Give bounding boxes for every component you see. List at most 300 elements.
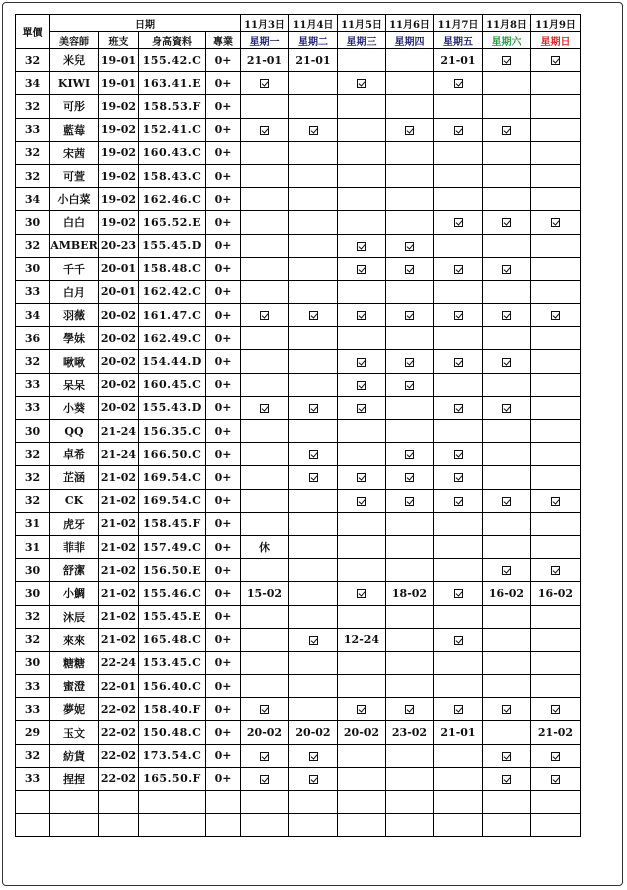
empty-cell — [434, 791, 483, 814]
day-cell — [531, 327, 581, 350]
checkbox-checked-icon — [502, 56, 511, 65]
checkbox-checked-icon — [309, 126, 318, 135]
day-cell — [338, 327, 386, 350]
pro-cell: 0+ — [206, 327, 241, 350]
day-cell — [386, 605, 434, 628]
day-cell: 16-02 — [483, 582, 531, 605]
body-data-cell: 169.54.C — [139, 466, 206, 489]
checkbox-checked-icon — [454, 404, 463, 413]
day-cell — [241, 211, 289, 234]
checkbox-checked-icon — [405, 473, 414, 482]
day-cell — [386, 188, 434, 211]
class-header: 班支 — [99, 32, 139, 49]
class-cell: 19-02 — [99, 141, 139, 164]
checkbox-checked-icon — [357, 473, 366, 482]
day-cell — [434, 373, 483, 396]
weekday-header: 星期一 — [241, 32, 289, 49]
day-cell — [531, 675, 581, 698]
day-cell — [483, 373, 531, 396]
day-cell: 15-02 — [241, 582, 289, 605]
day-cell — [338, 257, 386, 280]
day-cell — [289, 396, 338, 419]
class-cell: 19-02 — [99, 211, 139, 234]
stylist-name-cell: 捏捏 — [50, 767, 99, 790]
day-cell — [434, 141, 483, 164]
stylist-name-cell: 小葵 — [50, 396, 99, 419]
pro-cell: 0+ — [206, 721, 241, 744]
day-cell — [241, 95, 289, 118]
pro-cell: 0+ — [206, 304, 241, 327]
day-cell — [483, 767, 531, 790]
day-cell — [386, 744, 434, 767]
class-cell: 19-02 — [99, 164, 139, 187]
empty-cell — [289, 814, 338, 837]
class-cell: 21-02 — [99, 466, 139, 489]
checkbox-checked-icon — [502, 775, 511, 784]
day-cell — [531, 211, 581, 234]
day-cell — [241, 698, 289, 721]
weekday-header: 星期五 — [434, 32, 483, 49]
price-cell: 32 — [16, 350, 50, 373]
table-row — [16, 188, 581, 211]
checkbox-checked-icon — [405, 381, 414, 390]
checkbox-checked-icon — [454, 473, 463, 482]
stylist-name-cell: 宋茜 — [50, 141, 99, 164]
table-row — [16, 164, 581, 187]
day-cell — [531, 280, 581, 303]
header-row-labels — [16, 32, 581, 49]
day-cell — [338, 466, 386, 489]
stylist-name-cell: AMBER — [50, 234, 99, 257]
empty-row — [16, 791, 581, 814]
body-data-cell: 160.43.C — [139, 141, 206, 164]
day-cell: 16-02 — [531, 582, 581, 605]
date-header: 11月5日 — [338, 15, 386, 32]
table-row — [16, 211, 581, 234]
empty-cell — [139, 791, 206, 814]
stylist-name-cell: CK — [50, 489, 99, 512]
day-cell — [483, 327, 531, 350]
stylist-name-cell: 呆呆 — [50, 373, 99, 396]
header-row-dates — [16, 15, 581, 32]
checkbox-checked-icon — [357, 705, 366, 714]
day-cell — [241, 257, 289, 280]
weekday-header: 星期日 — [531, 32, 581, 49]
day-cell — [289, 327, 338, 350]
day-cell: 20-02 — [289, 721, 338, 744]
class-cell: 21-02 — [99, 489, 139, 512]
stylist-name-cell: 菲菲 — [50, 535, 99, 558]
empty-cell — [483, 791, 531, 814]
empty-cell — [386, 814, 434, 837]
day-cell — [531, 350, 581, 373]
class-cell: 20-02 — [99, 304, 139, 327]
checkbox-checked-icon — [405, 311, 414, 320]
day-cell — [434, 118, 483, 141]
checkbox-checked-icon — [454, 79, 463, 88]
checkbox-checked-icon — [357, 358, 366, 367]
price-cell: 32 — [16, 49, 50, 72]
checkbox-checked-icon — [454, 358, 463, 367]
body-data-cell: 166.50.C — [139, 443, 206, 466]
day-cell — [483, 535, 531, 558]
pro-cell: 0+ — [206, 234, 241, 257]
date-header: 11月4日 — [289, 15, 338, 32]
day-cell — [531, 141, 581, 164]
empty-cell — [206, 791, 241, 814]
day-cell — [531, 466, 581, 489]
day-cell — [386, 651, 434, 674]
day-cell — [241, 72, 289, 95]
stylist-name-cell: 可萱 — [50, 164, 99, 187]
body-data-cell: 169.54.C — [139, 489, 206, 512]
day-cell — [386, 141, 434, 164]
checkbox-checked-icon — [260, 775, 269, 784]
checkbox-checked-icon — [502, 497, 511, 506]
day-cell — [434, 559, 483, 582]
day-cell — [289, 118, 338, 141]
checkbox-checked-icon — [405, 358, 414, 367]
stylist-name-cell: 玉文 — [50, 721, 99, 744]
checkbox-checked-icon — [551, 56, 560, 65]
stylist-name-cell: 夢妮 — [50, 698, 99, 721]
day-cell — [241, 420, 289, 443]
pro-cell: 0+ — [206, 164, 241, 187]
day-cell — [434, 466, 483, 489]
day-cell — [241, 489, 289, 512]
day-cell — [434, 651, 483, 674]
day-cell — [531, 443, 581, 466]
checkbox-checked-icon — [357, 311, 366, 320]
day-cell — [241, 628, 289, 651]
price-cell: 30 — [16, 257, 50, 280]
empty-cell — [206, 814, 241, 837]
checkbox-checked-icon — [454, 589, 463, 598]
day-cell — [289, 767, 338, 790]
body-data-cell: 150.48.C — [139, 721, 206, 744]
checkbox-checked-icon — [551, 218, 560, 227]
day-cell — [483, 118, 531, 141]
price-cell: 34 — [16, 304, 50, 327]
stylist-name-cell: 啾啾 — [50, 350, 99, 373]
table-row — [16, 118, 581, 141]
pro-cell: 0+ — [206, 767, 241, 790]
date-header: 11月3日 — [241, 15, 289, 32]
price-cell: 34 — [16, 72, 50, 95]
day-cell — [338, 141, 386, 164]
checkbox-checked-icon — [454, 497, 463, 506]
pro-cell: 0+ — [206, 559, 241, 582]
day-cell: 21-01 — [434, 721, 483, 744]
day-cell — [483, 257, 531, 280]
day-cell — [386, 767, 434, 790]
table-row — [16, 95, 581, 118]
day-cell — [386, 327, 434, 350]
stylist-name-cell: 小鯛 — [50, 582, 99, 605]
empty-cell — [386, 791, 434, 814]
day-cell — [338, 49, 386, 72]
checkbox-checked-icon — [454, 311, 463, 320]
stylist-name-cell: 羽薇 — [50, 304, 99, 327]
checkbox-checked-icon — [551, 775, 560, 784]
day-cell — [531, 396, 581, 419]
day-cell — [434, 698, 483, 721]
day-cell — [483, 512, 531, 535]
day-cell — [434, 675, 483, 698]
empty-cell — [16, 791, 50, 814]
price-cell: 32 — [16, 234, 50, 257]
body-data-cell: 173.54.C — [139, 744, 206, 767]
checkbox-checked-icon — [502, 404, 511, 413]
day-cell — [338, 443, 386, 466]
body-data-cell: 165.50.F — [139, 767, 206, 790]
day-cell — [289, 744, 338, 767]
day-cell — [386, 628, 434, 651]
stylist-name-cell: 蜜澄 — [50, 675, 99, 698]
pro-cell: 0+ — [206, 211, 241, 234]
day-cell — [338, 234, 386, 257]
day-cell — [531, 535, 581, 558]
body-data-cell: 154.44.D — [139, 350, 206, 373]
weekday-header: 星期四 — [386, 32, 434, 49]
date-header: 11月7日 — [434, 15, 483, 32]
stylist-name-cell: 千千 — [50, 257, 99, 280]
stylist-name-cell: 來來 — [50, 628, 99, 651]
body-data-cell: 156.40.C — [139, 675, 206, 698]
pro-cell: 0+ — [206, 49, 241, 72]
checkbox-checked-icon — [260, 311, 269, 320]
day-cell — [338, 582, 386, 605]
weekday-header: 星期六 — [483, 32, 531, 49]
class-cell: 21-02 — [99, 559, 139, 582]
body-data-cell: 162.46.C — [139, 188, 206, 211]
day-cell — [338, 373, 386, 396]
checkbox-checked-icon — [454, 218, 463, 227]
day-cell — [434, 72, 483, 95]
day-cell — [434, 512, 483, 535]
price-cell: 31 — [16, 535, 50, 558]
empty-row — [16, 814, 581, 837]
price-cell: 33 — [16, 280, 50, 303]
table-row — [16, 72, 581, 95]
body-data-cell: 155.45.D — [139, 234, 206, 257]
checkbox-checked-icon — [551, 752, 560, 761]
day-cell — [434, 211, 483, 234]
body-data-cell: 152.41.C — [139, 118, 206, 141]
day-cell — [338, 304, 386, 327]
price-cell: 32 — [16, 605, 50, 628]
day-cell — [241, 466, 289, 489]
day-cell — [434, 164, 483, 187]
day-cell — [483, 628, 531, 651]
day-cell — [338, 535, 386, 558]
price-cell: 32 — [16, 443, 50, 466]
body-data-cell: 153.45.C — [139, 651, 206, 674]
day-cell — [531, 188, 581, 211]
price-cell: 30 — [16, 651, 50, 674]
table-row — [16, 721, 581, 744]
day-cell — [434, 350, 483, 373]
body-data-cell: 158.53.F — [139, 95, 206, 118]
empty-cell — [531, 814, 581, 837]
pro-cell: 0+ — [206, 72, 241, 95]
checkbox-checked-icon — [309, 311, 318, 320]
day-cell — [338, 651, 386, 674]
day-cell — [531, 118, 581, 141]
class-cell: 21-02 — [99, 512, 139, 535]
day-cell — [434, 188, 483, 211]
day-cell — [338, 675, 386, 698]
day-cell — [289, 535, 338, 558]
checkbox-checked-icon — [260, 126, 269, 135]
pro-cell: 0+ — [206, 675, 241, 698]
class-cell: 19-02 — [99, 95, 139, 118]
table-row — [16, 396, 581, 419]
day-cell — [289, 466, 338, 489]
stylist-name-cell: 小白菜 — [50, 188, 99, 211]
day-cell — [289, 698, 338, 721]
price-cell: 33 — [16, 767, 50, 790]
pro-cell: 0+ — [206, 396, 241, 419]
checkbox-checked-icon — [551, 497, 560, 506]
pro-cell: 0+ — [206, 744, 241, 767]
price-cell: 30 — [16, 582, 50, 605]
checkbox-checked-icon — [405, 450, 414, 459]
day-cell — [289, 420, 338, 443]
class-cell: 20-01 — [99, 257, 139, 280]
day-cell — [434, 605, 483, 628]
checkbox-checked-icon — [551, 705, 560, 714]
day-cell — [386, 164, 434, 187]
day-cell — [289, 257, 338, 280]
class-cell: 19-02 — [99, 118, 139, 141]
checkbox-checked-icon — [357, 265, 366, 274]
pro-cell: 0+ — [206, 257, 241, 280]
pro-cell: 0+ — [206, 350, 241, 373]
price-cell: 33 — [16, 675, 50, 698]
body-data-cell: 161.47.C — [139, 304, 206, 327]
empty-cell — [99, 791, 139, 814]
table-row — [16, 512, 581, 535]
day-cell: 21-01 — [434, 49, 483, 72]
day-cell — [338, 420, 386, 443]
day-cell — [386, 420, 434, 443]
stylist-header: 美容師 — [50, 32, 99, 49]
price-cell: 32 — [16, 744, 50, 767]
day-cell — [531, 605, 581, 628]
body-data-cell: 155.46.C — [139, 582, 206, 605]
pro-cell: 0+ — [206, 373, 241, 396]
day-cell — [483, 721, 531, 744]
table-row — [16, 420, 581, 443]
checkbox-checked-icon — [454, 636, 463, 645]
class-cell: 19-02 — [99, 188, 139, 211]
price-cell: 29 — [16, 721, 50, 744]
body-data-cell: 162.49.C — [139, 327, 206, 350]
checkbox-checked-icon — [309, 450, 318, 459]
day-cell — [531, 559, 581, 582]
day-cell — [531, 767, 581, 790]
class-cell: 21-02 — [99, 582, 139, 605]
pro-cell: 0+ — [206, 466, 241, 489]
day-cell — [386, 489, 434, 512]
stylist-name-cell: QQ — [50, 420, 99, 443]
day-cell — [434, 628, 483, 651]
price-cell: 33 — [16, 698, 50, 721]
day-cell — [483, 280, 531, 303]
day-cell — [241, 651, 289, 674]
day-cell — [338, 605, 386, 628]
checkbox-checked-icon — [454, 705, 463, 714]
day-cell — [338, 489, 386, 512]
checkbox-checked-icon — [357, 404, 366, 413]
pro-cell: 0+ — [206, 95, 241, 118]
stylist-name-cell: 紡貨 — [50, 744, 99, 767]
day-cell — [483, 466, 531, 489]
day-cell — [386, 675, 434, 698]
day-cell — [241, 280, 289, 303]
day-cell — [241, 304, 289, 327]
body-data-cell: 155.43.D — [139, 396, 206, 419]
day-cell — [531, 49, 581, 72]
table-row — [16, 304, 581, 327]
day-cell — [338, 211, 386, 234]
day-cell — [434, 535, 483, 558]
day-cell — [386, 118, 434, 141]
day-cell — [483, 211, 531, 234]
pro-cell: 0+ — [206, 512, 241, 535]
schedule-table — [15, 14, 581, 837]
checkbox-checked-icon — [405, 242, 414, 251]
day-cell — [289, 188, 338, 211]
day-cell — [386, 443, 434, 466]
day-cell — [289, 164, 338, 187]
class-cell: 19-01 — [99, 49, 139, 72]
day-cell — [338, 72, 386, 95]
day-cell — [241, 559, 289, 582]
table-row — [16, 489, 581, 512]
price-cell: 33 — [16, 118, 50, 141]
table-row — [16, 698, 581, 721]
day-cell — [531, 698, 581, 721]
day-cell — [338, 559, 386, 582]
day-cell — [434, 443, 483, 466]
day-cell — [483, 188, 531, 211]
date-group-header: 日期 — [50, 15, 241, 32]
stylist-name-cell: 米兒 — [50, 49, 99, 72]
stylist-name-cell: 芷涵 — [50, 466, 99, 489]
day-cell — [289, 211, 338, 234]
empty-cell — [289, 791, 338, 814]
class-cell: 20-01 — [99, 280, 139, 303]
day-cell — [338, 744, 386, 767]
day-cell — [289, 605, 338, 628]
table-row — [16, 373, 581, 396]
day-cell — [483, 72, 531, 95]
stylist-name-cell: 可彤 — [50, 95, 99, 118]
empty-cell — [338, 791, 386, 814]
stylist-name-cell: KIWI — [50, 72, 99, 95]
day-cell — [289, 443, 338, 466]
day-cell — [386, 49, 434, 72]
class-cell: 19-01 — [99, 72, 139, 95]
day-cell — [289, 651, 338, 674]
class-cell: 20-02 — [99, 373, 139, 396]
day-cell — [531, 304, 581, 327]
day-cell — [531, 164, 581, 187]
checkbox-checked-icon — [502, 218, 511, 227]
checkbox-checked-icon — [405, 497, 414, 506]
